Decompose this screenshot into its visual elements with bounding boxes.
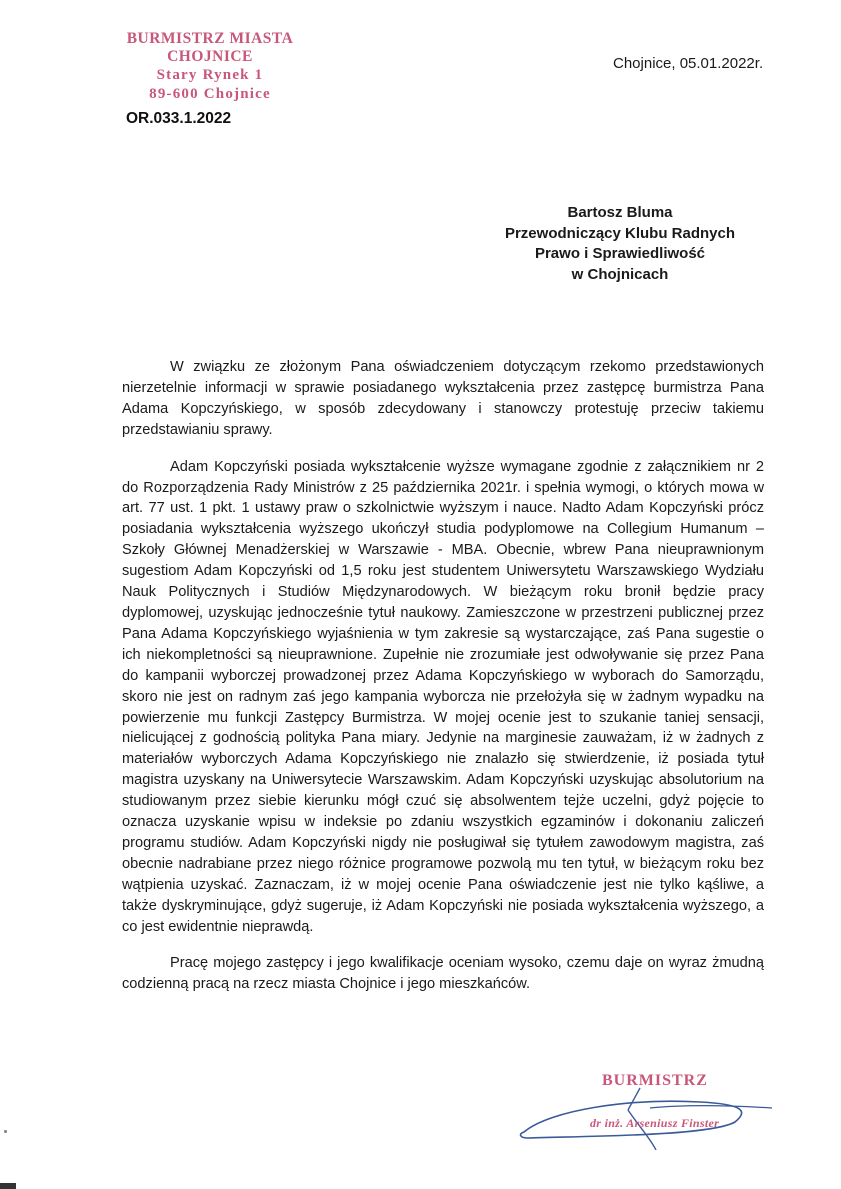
stamp-title: BURMISTRZ MIASTA <box>126 30 294 47</box>
letter-body <box>122 357 764 1011</box>
signature-block <box>510 1070 780 1150</box>
stamp-street: Stary Rynek 1 <box>156 67 264 83</box>
signature-title: BURMISTRZ <box>602 1072 708 1089</box>
scan-margin-mark <box>4 1130 7 1133</box>
recipient-party: Prawo i Sprawiedliwość <box>534 245 706 262</box>
paragraph: W związku ze złożonym Pana oświadczeniem dotyczącym rzekomo przedstawionych nierzetelnie informacji w sprawie posiadanego wykształcenia przez zastępcę burmistrza Pana Adama Kopczyńskiego, w sposób zdecydowany i stanowczy protestuję przeciw takiemu przedstawianiu sprawy. <box>122 359 764 438</box>
signature-name: dr inż. Arseniusz Finster <box>590 1116 720 1130</box>
place-date: Chojnice, 05.01.2022r. <box>613 55 764 72</box>
recipient-name: Bartosz Bluma <box>567 204 673 221</box>
stamp-city: CHOJNICE <box>167 48 253 65</box>
reference-number: OR.033.1.2022 <box>126 110 232 127</box>
recipient-location: w Chojnicach <box>571 265 669 283</box>
stamp-postal: 89-600 Chojnice <box>149 86 271 102</box>
recipient-block <box>495 203 745 285</box>
office-stamp <box>100 30 320 104</box>
scan-edge-mark <box>0 1183 16 1189</box>
recipient-position: Przewodniczący Klubu Radnych <box>504 224 736 242</box>
paragraph: Pracę mojego zastępcy i jego kwalifikacje oceniam wysoko, czemu daje on wyraz żmudną codzienną pracą na rzecz miasta Chojnice i jego mieszkańców. <box>122 955 764 993</box>
paragraph: Adam Kopczyński posiada wykształcenie wyższe wymagane zgodnie z załącznikiem nr 2 do Rozporządzenia Rady Ministrów z 25 października 2021r. i spełnia wymogi, o których mowa w art. 77 ust. 1 pkt. 1 ustawy praw o szkolnictwie wyższym i nauce. Nadto Adam Kopczyński prócz posiadania wykształcenia wyższego ukończył studia podyplomowe na Collegium Humanum – Szkoły Głównej Menadżerskiej w Warszawie - MBA. Obecnie, wbrew Pana nieuprawnionym sugestiom Adam Kopczyński od 1,5 roku jest studentem Uniwersytetu Warszawskiego Wydziału Nauk Politycznych i Studiów Międzynarodowych. W bieżącym roku bronił będzie pracy dyplomowej, uzyskując jednocześnie tytuł naukowy. Zamieszczone w przestrzeni publicznej przez Pana Adama Kopczyńskiego wyjaśnienia w tym zakresie są wystarczające, zaś Pana sugestie o ich niekompletności są nieuprawnione. Zupełnie nie zrozumiałe jest odwoływanie się przez Pana do kampanii wyborczej prowadzonej przez Adama Kopczyńskiego w wyborach do Samorządu, skoro nie jest on radnym zaś jego kampania wyborcza nie przełożyła się w żadnym wypadku na powierzenie mu funkcji Zastępcy Burmistrza. W mojej ocenie jest to szukanie taniej sensacji, nielicującej z godnością polityka Pana miary. Jedynie na marginesie zauważam, iż w żadnych z materiałów wyborczych Adama Kopczyńskiego nie znalazło się stwierdzenie, iż posiada tytuł magistra uzyskany na Uniwersytecie Warszawskim. Adam Kopczyński uzyskując absolutorium na studiowanym przez siebie kierunku mógł czuć się absolwentem tejże uczelni, gdyż pojęcie to oznacza uzyskanie wpisu w indeksie po zdaniu wszystkich egzaminów i dokonaniu zaliczeń programu studiów. Adam Kopczyński nigdy nie posługiwał się tytułem zawodowym magistra, zaś obecnie nadrabiane przez niego różnice programowe pozwolą mu ten tytuł, w bieżącym roku bez wątpienia uzyskać. Zaznaczam, iż w mojej ocenie Pana oświadczenie jest nie tylko kąśliwe, a także dyskryminujące, gdyż sugeruje, iż Adam Kopczyński nie posiada wykształcenia wyższego, a co jest ewidentnie nieprawdą. <box>122 458 764 935</box>
